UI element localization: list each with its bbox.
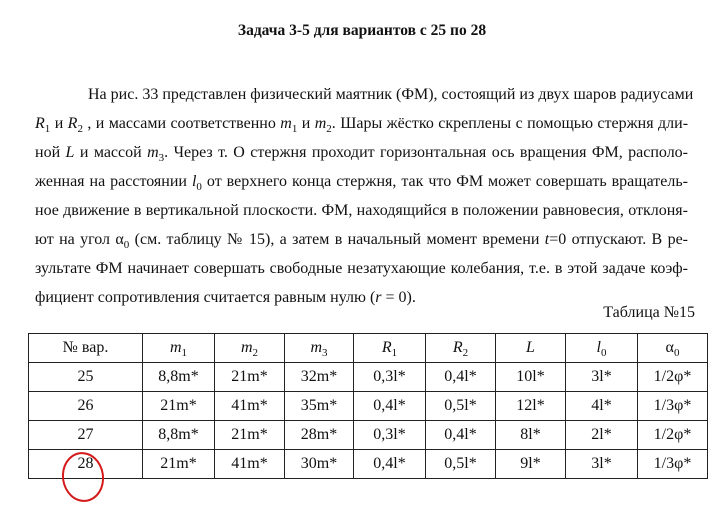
paragraph-line: [35, 225, 688, 254]
table-row: [29, 363, 708, 392]
variant-number-cell: 28: [29, 450, 143, 479]
paragraph-line: [35, 80, 694, 109]
variant-number-cell: 25: [29, 363, 143, 392]
text-segment: m: [169, 339, 182, 356]
task-title: Задача 3-5 для вариантов с 25 по 28: [237, 22, 487, 39]
table-cell: 1/3φ*: [638, 392, 708, 421]
column-header: [285, 334, 354, 363]
table-cell: 0,5l*: [426, 392, 496, 421]
text-segment: 3: [322, 347, 328, 360]
paragraph-line: [35, 283, 688, 312]
text-segment: 0: [196, 181, 202, 194]
text-segment: m: [314, 115, 327, 132]
table-cell: 1/2φ*: [638, 363, 708, 392]
text-segment: 1: [291, 123, 298, 136]
text-segment: m: [310, 339, 323, 356]
table-cell: 3l*: [566, 363, 638, 392]
variant-number-cell: 26: [29, 392, 143, 421]
text-segment: m: [240, 339, 253, 356]
text-segment: R: [35, 115, 45, 132]
table-cell: 9l*: [496, 450, 566, 479]
table-cell: 32m*: [285, 363, 354, 392]
text-segment: l: [191, 173, 197, 190]
text-segment: . Шары жёстко скреплены с помощью стержня дли-: [331, 115, 689, 132]
text-segment: t: [544, 231, 550, 248]
table-cell: 28m*: [285, 421, 354, 450]
table-cell: 1/3φ*: [638, 450, 708, 479]
text-segment: 0: [123, 239, 130, 252]
text-segment: На рис. 33 представлен физический маятник (ФМ), состоящий из двух шаров радиусами: [88, 86, 694, 103]
table-cell: 0,5l*: [426, 450, 496, 479]
table-cell: 10l*: [496, 363, 566, 392]
text-segment: , и массами соответственно: [82, 115, 281, 132]
table-header-row: [29, 334, 708, 363]
text-segment: и: [297, 115, 315, 132]
text-segment: 2: [252, 347, 259, 360]
text-segment: 1: [391, 347, 398, 360]
column-header: [638, 334, 708, 363]
table-cell: 30m*: [285, 450, 354, 479]
text-segment: L: [526, 339, 535, 356]
table-cell: 41m*: [215, 450, 285, 479]
text-segment: = 0).: [381, 289, 416, 306]
text-segment: ное движение в вертикальной плоскости. ФМ, находящийся в положении равновесия, отклоня-: [35, 202, 688, 219]
text-segment: R: [452, 339, 463, 356]
text-segment: 1: [181, 347, 188, 360]
text-segment: l: [596, 339, 601, 356]
table-cell: 0,4l*: [426, 363, 496, 392]
text-segment: женная на расстоянии: [35, 173, 192, 190]
table-cell: 0,3l*: [354, 363, 426, 392]
text-segment: 2: [326, 123, 332, 136]
text-segment: m: [147, 144, 159, 161]
paragraph-line: [35, 254, 688, 283]
table-cell: 0,4l*: [426, 421, 496, 450]
text-segment: фициент сопротивления считается равным нулю (: [35, 289, 376, 306]
table-row: [29, 392, 708, 421]
table-row: [29, 450, 708, 479]
table-cell: 2l*: [566, 421, 638, 450]
column-header: [215, 334, 285, 363]
text-segment: m: [280, 115, 292, 132]
table-cell: 8,8m*: [143, 363, 215, 392]
text-segment: № вар.: [62, 339, 109, 356]
text-segment: L: [65, 144, 75, 161]
text-segment: R: [381, 339, 392, 356]
column-header: [496, 334, 566, 363]
table-cell: 0,4l*: [354, 450, 426, 479]
table-cell: 35m*: [285, 392, 354, 421]
text-segment: r: [375, 289, 382, 306]
text-segment: (см. таблицу № 15), а затем в начальный момент времени: [129, 231, 545, 248]
table-cell: 1/2φ*: [638, 421, 708, 450]
text-segment: =0 отпускают. В ре-: [549, 231, 689, 248]
column-header: [354, 334, 426, 363]
text-segment: 0: [600, 347, 607, 360]
column-header: [426, 334, 496, 363]
table-cell: 21m*: [143, 392, 215, 421]
table-cell: 41m*: [215, 392, 285, 421]
table-cell: 4l*: [566, 392, 638, 421]
text-segment: R: [67, 115, 78, 132]
paragraph-line: [35, 109, 688, 138]
paragraph-line: [35, 138, 688, 167]
table-cell: 0,3l*: [354, 421, 426, 450]
text-segment: ной: [35, 144, 66, 161]
paragraph-line: [35, 196, 688, 225]
text-segment: 3: [158, 152, 165, 165]
text-segment: . Через т. О стержня проходит горизонтальная ось вращения ФМ, располо-: [164, 144, 688, 161]
text-segment: 1: [44, 123, 51, 136]
text-segment: от верхнего конца стержня, так что ФМ может совершать вращатель-: [201, 173, 688, 190]
table-cell: 21m*: [143, 450, 215, 479]
column-header: [566, 334, 638, 363]
table-caption: Таблица №15: [603, 304, 695, 321]
table-cell: 8,8m*: [143, 421, 215, 450]
column-header: [29, 334, 143, 363]
variant-number-cell: 27: [29, 421, 143, 450]
paragraph-line: [35, 167, 688, 196]
task-description: [35, 80, 694, 312]
table-cell: 21m*: [215, 421, 285, 450]
table-row: [29, 421, 708, 450]
table-cell: 21m*: [215, 363, 285, 392]
text-segment: α: [665, 339, 674, 356]
variants-table: [28, 333, 708, 479]
text-segment: 2: [462, 347, 469, 360]
text-segment: зультате ФМ начинает совершать свободные незатухающие колебания, т.е. в этой задаче коэф-: [35, 260, 688, 277]
table-cell: 0,4l*: [354, 392, 426, 421]
table-cell: 3l*: [566, 450, 638, 479]
column-header: [143, 334, 215, 363]
text-segment: ют на угол α: [35, 231, 124, 248]
text-segment: 0: [673, 347, 680, 360]
table-cell: 12l*: [496, 392, 566, 421]
text-segment: 2: [77, 123, 83, 136]
table-cell: 8l*: [496, 421, 566, 450]
text-segment: и массой: [74, 144, 148, 161]
text-segment: и: [50, 115, 68, 132]
